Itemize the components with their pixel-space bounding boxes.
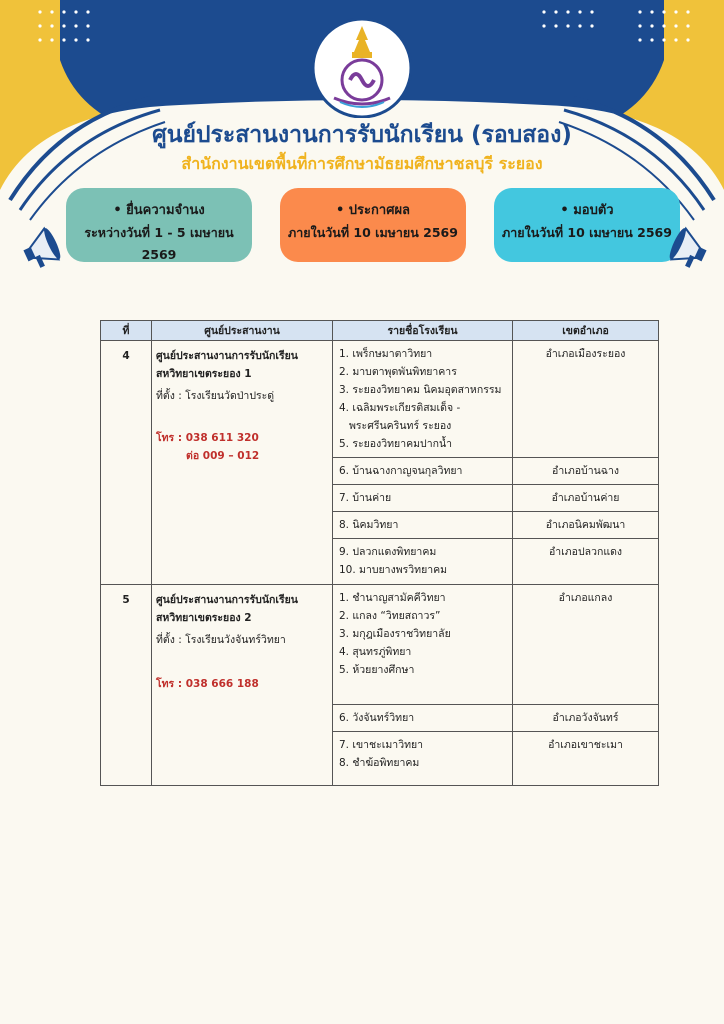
- school-name: 9. ปลวกแดงพิทยาคม: [339, 546, 437, 558]
- district-name: อำเภอนิคมพัฒนา: [513, 512, 659, 539]
- timeline-step: • ยื่นความจำนง: [113, 203, 205, 218]
- center-name-line1: ศูนย์ประสานงานการรับนักเรียน: [156, 594, 298, 606]
- center-name-line2: สหวิทยาเขตระยอง 2: [156, 612, 252, 624]
- school-list: [333, 705, 513, 732]
- page-subtitle: สำนักงานเขตพื้นที่การศึกษามัธยมศึกษาชลบุรี ระยอง: [181, 154, 543, 173]
- district-name: อำเภอปลวกแดง: [513, 539, 659, 585]
- center-location: ที่ตั้ง : โรงเรียนวังจันทร์วิทยา: [156, 634, 286, 646]
- school-name: 8. นิคมวิทยา: [339, 519, 399, 531]
- district-name: อำเภอเมืองระยอง: [513, 341, 659, 458]
- school-name: 8. ชำฆ้อพิทยาคม: [339, 757, 420, 769]
- emblem-logo: [312, 18, 412, 118]
- row-number: 5: [101, 585, 152, 786]
- school-name: 5. ระยองวิทยาคมปากน้ำ: [339, 438, 453, 450]
- column-header-district: เขตอำเภอ: [513, 321, 659, 341]
- school-list: [333, 539, 513, 585]
- school-list: [333, 585, 513, 705]
- coordination-table: [100, 320, 659, 786]
- school-name: 6. วังจันทร์วิทยา: [339, 712, 415, 724]
- page-title: ศูนย์ประสานงานการรับนักเรียน (รอบสอง): [152, 122, 572, 148]
- school-name: 3. ระยองวิทยาคม นิคมอุตสาหกรรม: [339, 384, 502, 396]
- center-phone: โทร : 038 666 188: [156, 678, 259, 690]
- table-row: [101, 341, 659, 458]
- timeline-detail: ระหว่างวันที่ 1 - 5 เมษายน 2569: [84, 225, 234, 262]
- timeline-card-report: [494, 188, 680, 262]
- school-name: 7. บ้านค่าย: [339, 492, 392, 504]
- school-list: [333, 341, 513, 458]
- timeline-card-announce: [280, 188, 466, 262]
- district-name: อำเภอวังจันทร์: [513, 705, 659, 732]
- center-phone: โทร : 038 611 320: [156, 432, 259, 444]
- school-name: 1. ชำนาญสามัคคีวิทยา: [339, 592, 446, 604]
- school-list: [333, 485, 513, 512]
- row-number: 4: [101, 341, 152, 585]
- school-name: 7. เขาชะเมาวิทยา: [339, 739, 424, 751]
- school-name-continued: พระศรีนครินทร์ ระยอง: [349, 420, 452, 432]
- timeline-step: • มอบตัว: [560, 203, 614, 218]
- school-list: [333, 732, 513, 786]
- school-name: 1. เพร็กษมาตาวิทยา: [339, 348, 433, 360]
- school-list: [333, 512, 513, 539]
- timeline-detail: ภายในวันที่ 10 เมษายน 2569: [502, 225, 672, 240]
- column-header-no: ที่: [101, 321, 152, 341]
- center-name-line2: สหวิทยาเขตระยอง 1: [156, 368, 252, 380]
- school-name: 4. สุนทรภู่พิทยา: [339, 646, 412, 658]
- school-name: 2. มาบตาพุดพันพิทยาคาร: [339, 366, 457, 378]
- coordination-table-container: [100, 320, 658, 786]
- school-list: [333, 458, 513, 485]
- column-header-schools: รายชื่อโรงเรียน: [333, 321, 513, 341]
- center-info: [152, 341, 333, 585]
- timeline-detail: ภายในวันที่ 10 เมษายน 2569: [288, 225, 458, 240]
- center-phone-ext: ต่อ 009 – 012: [186, 450, 260, 462]
- school-name: 3. มกุฎเมืองราชวิทยาลัย: [339, 628, 451, 640]
- district-name: อำเภอบ้านฉาง: [513, 458, 659, 485]
- district-name: อำเภอแกลง: [513, 585, 659, 705]
- school-name: 2. แกลง “วิทยสถาวร”: [339, 610, 441, 622]
- center-location: ที่ตั้ง : โรงเรียนวัดป่าประดู่: [156, 390, 275, 402]
- district-name: อำเภอบ้านค่าย: [513, 485, 659, 512]
- school-name: 5. ห้วยยางศึกษา: [339, 664, 415, 676]
- timeline-step: • ประกาศผล: [335, 203, 411, 218]
- table-header-row: [101, 321, 659, 341]
- center-info: [152, 585, 333, 786]
- table-row: [101, 585, 659, 705]
- school-name: 4. เฉลิมพระเกียรติสมเด็จ -: [339, 402, 461, 414]
- school-name: 10. มาบยางพรวิทยาคม: [339, 564, 448, 576]
- megaphone-icon: [662, 222, 708, 272]
- school-name: 6. บ้านฉางกาญจนกุลวิทยา: [339, 465, 463, 477]
- column-header-center: ศูนย์ประสานงาน: [152, 321, 333, 341]
- center-name-line1: ศูนย์ประสานงานการรับนักเรียน: [156, 350, 298, 362]
- timeline-card-apply: [66, 188, 252, 262]
- district-name: อำเภอเขาชะเมา: [513, 732, 659, 786]
- megaphone-icon: [22, 222, 68, 272]
